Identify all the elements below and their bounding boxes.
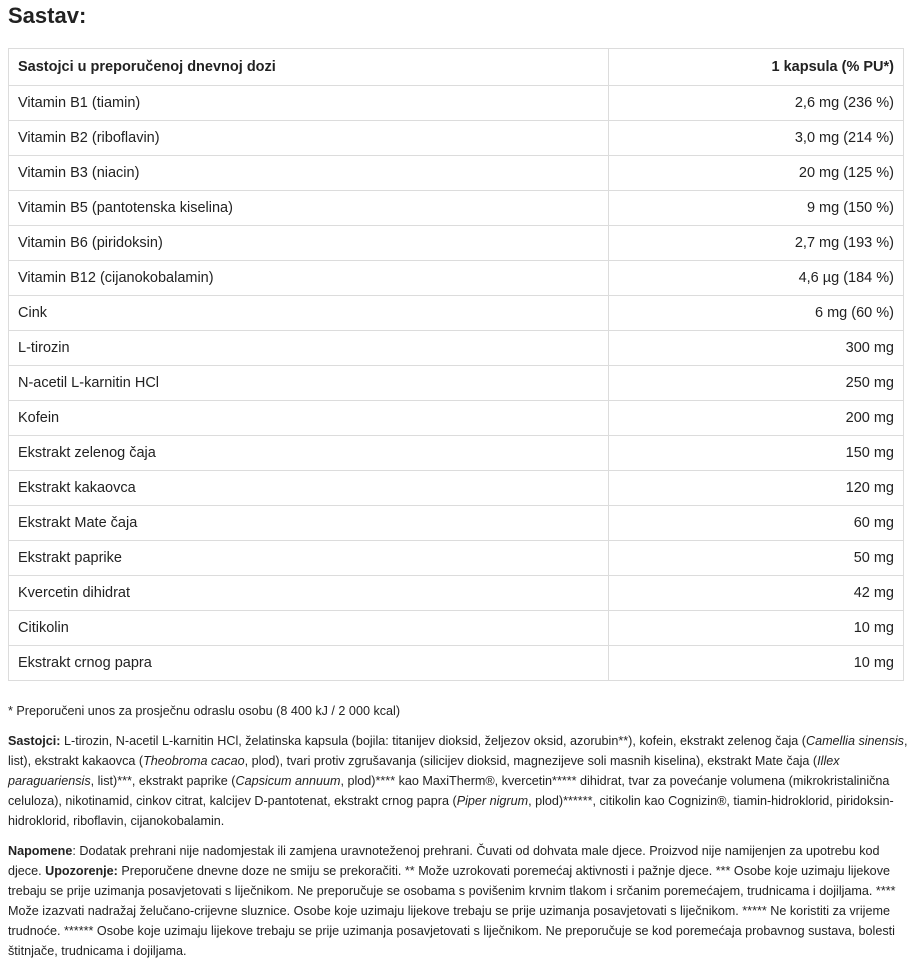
dose-cell: 3,0 mg (214 %) — [609, 121, 904, 156]
dose-cell: 60 mg — [609, 506, 904, 541]
ingredient-cell: Ekstrakt paprike — [9, 541, 609, 576]
dose-cell: 20 mg (125 %) — [609, 156, 904, 191]
ingredient-cell: Cink — [9, 296, 609, 331]
table-row — [9, 611, 904, 646]
ingredient-cell: Vitamin B12 (cijanokobalamin) — [9, 261, 609, 296]
table-row — [9, 471, 904, 506]
notes-section — [8, 701, 908, 971]
ingredient-cell: N-acetil L-karnitin HCl — [9, 366, 609, 401]
dose-cell: 120 mg — [609, 471, 904, 506]
table-header-row — [9, 49, 904, 86]
ingredients-label: Sastojci: — [8, 734, 61, 748]
table-row — [9, 86, 904, 121]
dose-cell: 42 mg — [609, 576, 904, 611]
header-ingredient: Sastojci u preporučenoj dnevnoj dozi — [9, 49, 609, 86]
dose-cell: 4,6 µg (184 %) — [609, 261, 904, 296]
table-row — [9, 576, 904, 611]
table-row — [9, 541, 904, 576]
notes-paragraph: Napomene: Dodatak prehrani nije nadomjestak ili zamjena uravnoteženoj prehrani. Čuvati od dohvata male djece. Proizvod nije namijenjen za upotrebu kod djece. Upozorenje: Preporučene dnevne doze ne smiju se prekoračiti. ** Može uzrokovati poremećaj aktivnosti i pažnje djece. *** Osobe koje uzimaju lijekove trebaju se prije uzimanja posavjetovati s liječnikom. Ne preporučuje se osobama s povišenim krvnim tlakom i srčanim poremećajem, trudnicama i dojiljama. **** Može izazvati nadražaj želučano-crijevne sluznice. Osobe koje uzimaju lijekove trebaju se prije uzimanja posavjetovati s liječnikom. ***** Ne koristiti za vrijeme trudnoće. ****** Osobe koje uzimaju lijekove trebaju se prije uzimanja posavjetovati s liječnikom. Ne preporučuje se kod poremećaja probavnog sustava, bolesti štitnjače, trudnicama i dojiljama. — [8, 844, 896, 958]
ingredient-cell: Vitamin B1 (tiamin) — [9, 86, 609, 121]
notes-label: Napomene — [8, 844, 73, 858]
dose-cell: 6 mg (60 %) — [609, 296, 904, 331]
table-row — [9, 331, 904, 366]
ingredient-cell: Ekstrakt crnog papra — [9, 646, 609, 681]
table-body — [9, 86, 904, 681]
table-row — [9, 366, 904, 401]
ingredient-cell: Kvercetin dihidrat — [9, 576, 609, 611]
page-title: Sastav: — [8, 3, 87, 28]
ingredient-cell: Ekstrakt zelenog čaja — [9, 436, 609, 471]
ingredient-cell: Ekstrakt kakaovca — [9, 471, 609, 506]
dose-cell: 10 mg — [609, 611, 904, 646]
table-row — [9, 191, 904, 226]
dose-cell: 50 mg — [609, 541, 904, 576]
table-row — [9, 506, 904, 541]
table-row — [9, 156, 904, 191]
dose-cell: 2,7 mg (193 %) — [609, 226, 904, 261]
table-row — [9, 121, 904, 156]
table-row — [9, 296, 904, 331]
dose-cell: 300 mg — [609, 331, 904, 366]
dose-cell: 2,6 mg (236 %) — [609, 86, 904, 121]
table-row — [9, 646, 904, 681]
ingredient-cell: Citikolin — [9, 611, 609, 646]
dose-cell: 9 mg (150 %) — [609, 191, 904, 226]
table-row — [9, 226, 904, 261]
composition-table — [8, 48, 904, 681]
ingredient-cell: Kofein — [9, 401, 609, 436]
ingredient-cell: Vitamin B2 (riboflavin) — [9, 121, 609, 156]
dose-cell: 250 mg — [609, 366, 904, 401]
ingredients-paragraph: Sastojci: L-tirozin, N-acetil L-karnitin HCl, želatinska kapsula (bojila: titanijev dioksid, željezov oksid, azorubin**), kofein, ekstrakt zelenog čaja (Camellia sinensis, list), ekstrakt kakaovca (Theobroma cacao, plod), tvari protiv zgrušavanja (silicijev dioksid, magnezijeve soli masnih kiselina), ekstrakt Mate čaja (Illex paraguariensis, list)***, ekstrakt paprike (Capsicum annuum, plod)**** kao MaxiTherm®, kvercetin***** dihidrat, tvar za povećanje volumena (mikrokristalinična celuloza), nikotinamid, cinkov citrat, kalcijev D-pantotenat, ekstrakt crnog papra (Piper nigrum, plod)******, citikolin kao Cognizin®, tiamin-hidroklorid, piridoksin-hidroklorid, riboflavin, cijanokobalamin. — [8, 734, 908, 828]
dose-cell: 150 mg — [609, 436, 904, 471]
header-dose: 1 kapsula (% PU*) — [609, 49, 904, 86]
table-row — [9, 261, 904, 296]
ingredient-cell: Vitamin B6 (piridoksin) — [9, 226, 609, 261]
ingredient-cell: Ekstrakt Mate čaja — [9, 506, 609, 541]
ingredient-cell: Vitamin B5 (pantotenska kiselina) — [9, 191, 609, 226]
warning-label: Upozorenje: — [45, 864, 118, 878]
footnote: * Preporučeni unos za prosječnu odraslu osobu (8 400 kJ / 2 000 kcal) — [8, 704, 401, 718]
table-row — [9, 436, 904, 471]
ingredient-cell: Vitamin B3 (niacin) — [9, 156, 609, 191]
dose-cell: 10 mg — [609, 646, 904, 681]
table-row — [9, 401, 904, 436]
dose-cell: 200 mg — [609, 401, 904, 436]
ingredient-cell: L-tirozin — [9, 331, 609, 366]
